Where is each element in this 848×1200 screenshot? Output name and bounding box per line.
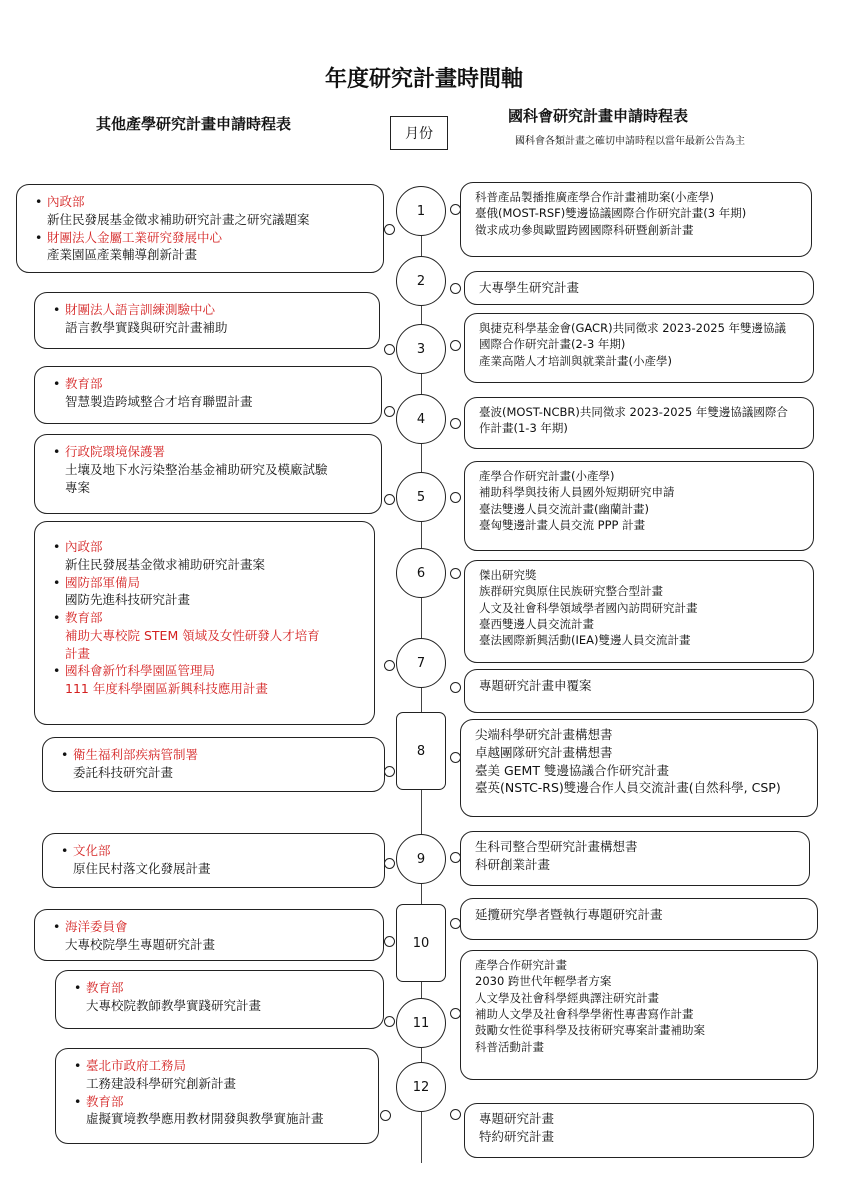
left-program-box — [55, 1048, 379, 1144]
nstc-program-box — [464, 669, 814, 713]
connector-dot — [384, 936, 395, 947]
plan-name: 新住民發展基金徵求補助研究計畫之研究議題案 — [47, 211, 310, 227]
plan-name: 工務建設科學研究創新計畫 — [86, 1075, 237, 1091]
agency-name: • 教育部 — [86, 979, 375, 997]
connector-dot — [384, 1016, 395, 1027]
plan-name: 特約研究計畫 — [479, 1128, 555, 1144]
nstc-program-box — [464, 461, 814, 551]
left-program-box — [34, 909, 384, 961]
connector-dot — [450, 1008, 461, 1019]
plan-name: 鼓勵女性從事科學及技術研究專案計畫補助案 — [475, 1023, 705, 1038]
plan-name: 產學合作研究計畫 — [475, 958, 567, 972]
connector-dot — [450, 852, 461, 863]
connector-dot — [384, 406, 395, 417]
nstc-program-box — [464, 313, 814, 383]
agency-name: • 國科會新竹科學園區管理局 — [65, 662, 366, 680]
agency-name: • 財團法人語言訓練測驗中心 — [65, 301, 371, 319]
left-program-box — [34, 521, 375, 725]
plan-name: 大專校院教師教學實踐研究計畫 — [86, 997, 262, 1013]
plan-name: 族群研究與原住民族研究整合型計畫 — [479, 584, 663, 599]
plan-name: 補助科學與技術人員國外短期研究申請 — [479, 485, 675, 500]
plan-name: 專題研究計畫 — [479, 1111, 555, 1126]
plan-name: 傑出研究獎 — [479, 568, 537, 582]
plan-name: 2030 跨世代年輕學者方案 — [475, 974, 612, 989]
nstc-program-box — [460, 950, 818, 1080]
left-program-box — [42, 737, 385, 792]
left-program-box — [34, 434, 382, 514]
connector-dot — [380, 1110, 391, 1121]
plan-name: 新住民發展基金徵求補助研究計畫案 — [65, 556, 266, 572]
plan-name: 產學合作研究計畫(小產學) — [479, 469, 615, 483]
nstc-program-box — [460, 182, 812, 257]
plan-name: 科普產品製播推廣產學合作計畫補助案(小產學) — [475, 190, 714, 204]
left-program-box — [16, 184, 384, 273]
plan-name: 智慧製造跨域整合才培育聯盟計畫 — [65, 393, 253, 409]
plan-name: 人文及社會科學領域學者國內訪問研究計畫 — [479, 600, 698, 615]
plan-name: 計畫 — [65, 645, 91, 661]
agency-name: • 教育部 — [86, 1093, 370, 1111]
agency-name: • 行政院環境保護署 — [65, 443, 373, 461]
month-node: 2 — [396, 256, 446, 306]
connector-dot — [384, 858, 395, 869]
right-column-header: 國科會研究計畫申請時程表 — [508, 107, 689, 125]
plan-name: 原住民村落文化發展計畫 — [73, 860, 211, 876]
agency-name: • 內政部 — [47, 193, 375, 211]
plan-name: 國防先進科技研究計畫 — [65, 592, 191, 608]
agency-name: • 教育部 — [65, 375, 373, 393]
month-node: 11 — [396, 998, 446, 1048]
nstc-program-box — [464, 1103, 814, 1158]
plan-name: 大專學生研究計畫 — [479, 280, 580, 295]
plan-name: 委託科技研究計畫 — [73, 764, 174, 780]
nstc-program-box — [464, 271, 814, 305]
connector-dot — [450, 752, 461, 763]
connector-dot — [450, 492, 461, 503]
plan-name: 專案 — [65, 479, 91, 495]
right-column-note: 國科會各類計畫之確切申請時程以當年最新公告為主 — [515, 136, 745, 147]
plan-name: 專題研究計畫申覆案 — [479, 678, 592, 693]
agency-name: • 國防部軍備局 — [65, 574, 366, 592]
left-program-box — [55, 970, 384, 1029]
plan-name: 延攬研究學者暨執行專題研究計畫 — [475, 907, 663, 922]
plan-name: 臺英(NSTC-RS)雙邊合作人員交流計畫(自然科學, CSP) — [475, 780, 781, 796]
plan-name: 尖端科學研究計畫構想書 — [475, 727, 613, 742]
plan-name: 徵求成功參與歐盟跨國國際科研暨創新計畫 — [475, 222, 694, 237]
connector-dot — [450, 283, 461, 294]
agency-name: • 教育部 — [65, 609, 366, 627]
plan-name: 臺俄(MOST-RSF)雙邊協議國際合作研究計畫(3 年期) — [475, 206, 747, 221]
plan-name: 卓越團隊研究計畫構想書 — [475, 744, 613, 760]
agency-name: • 內政部 — [65, 538, 366, 556]
agency-name: • 文化部 — [73, 842, 376, 860]
plan-name: 土壤及地下水污染整治基金補助研究及模廠試驗 — [65, 461, 328, 477]
plan-name: 大專校院學生專題研究計畫 — [65, 936, 216, 952]
plan-name: 補助人文學及社會科學學術性專書寫作計畫 — [475, 1006, 694, 1021]
connector-dot — [384, 766, 395, 777]
plan-name: 臺法國際新興活動(IEA)雙邊人員交流計畫 — [479, 633, 691, 648]
plan-name: 111 年度科學園區新興科技應用計畫 — [65, 681, 268, 696]
plan-name: 臺波(MOST-NCBR)共同徵求 2023-2025 年雙邊協議國際合 — [479, 405, 788, 419]
left-column-header: 其他產學研究計畫申請時程表 — [96, 115, 292, 133]
connector-dot — [384, 344, 395, 355]
nstc-program-box — [460, 898, 818, 940]
connector-dot — [384, 660, 395, 671]
month-node: 12 — [396, 1062, 446, 1112]
plan-name: 人文學及社會科學經典譯注研究計畫 — [475, 990, 659, 1005]
plan-name: 臺匈雙邊計畫人員交流 PPP 計畫 — [479, 517, 646, 532]
connector-dot — [450, 568, 461, 579]
nstc-program-box — [460, 719, 818, 817]
plan-name: 臺美 GEMT 雙邊協議合作研究計畫 — [475, 762, 669, 778]
month-node: 4 — [396, 394, 446, 444]
plan-name: 虛擬實境教學應用教材開發與教學實施計畫 — [86, 1111, 324, 1127]
connector-dot — [384, 224, 395, 235]
connector-dot — [450, 204, 461, 215]
plan-name: 產業高階人才培訓與就業計畫(小產學) — [479, 353, 672, 368]
plan-name: 與捷克科學基金會(GACR)共同徵求 2023-2025 年雙邊協議 — [479, 321, 787, 335]
nstc-program-box — [464, 397, 814, 449]
month-node: 10 — [396, 904, 446, 982]
left-program-box — [34, 366, 382, 424]
agency-name: • 臺北市政府工務局 — [86, 1057, 370, 1075]
connector-dot — [384, 494, 395, 505]
connector-dot — [450, 918, 461, 929]
plan-name: 科研創業計畫 — [475, 856, 551, 872]
nstc-program-box — [464, 560, 814, 663]
month-node: 5 — [396, 472, 446, 522]
plan-name: 作計畫(1-3 年期) — [479, 421, 568, 436]
agency-name: • 衛生福利部疾病管制署 — [73, 746, 376, 764]
plan-name: 語言教學實踐與研究計畫補助 — [65, 319, 228, 335]
nstc-program-box — [460, 831, 810, 886]
month-node: 9 — [396, 834, 446, 884]
plan-name: 科普活動計畫 — [475, 1039, 544, 1054]
plan-name: 生科司整合型研究計畫構想書 — [475, 839, 638, 854]
plan-name: 補助大專校院 STEM 領域及女性研發人才培育 — [65, 627, 320, 643]
page-title: 年度研究計畫時間軸 — [324, 67, 523, 92]
plan-name: 臺西雙邊人員交流計畫 — [479, 616, 594, 631]
month-header: 月份 — [390, 116, 448, 150]
plan-name: 國際合作研究計畫(2-3 年期) — [479, 337, 626, 352]
connector-dot — [450, 418, 461, 429]
left-program-box — [34, 292, 380, 349]
connector-dot — [450, 682, 461, 693]
agency-name: • 財團法人金屬工業研究發展中心 — [47, 229, 375, 247]
month-node: 8 — [396, 712, 446, 790]
month-node: 7 — [396, 638, 446, 688]
agency-name: • 海洋委員會 — [65, 918, 375, 936]
month-node: 1 — [396, 186, 446, 236]
connector-dot — [450, 340, 461, 351]
connector-dot — [450, 1109, 461, 1120]
month-node: 3 — [396, 324, 446, 374]
left-program-box — [42, 833, 385, 888]
month-node: 6 — [396, 548, 446, 598]
plan-name: 產業園區產業輔導創新計畫 — [47, 247, 198, 263]
plan-name: 臺法雙邊人員交流計畫(幽蘭計畫) — [479, 501, 649, 516]
